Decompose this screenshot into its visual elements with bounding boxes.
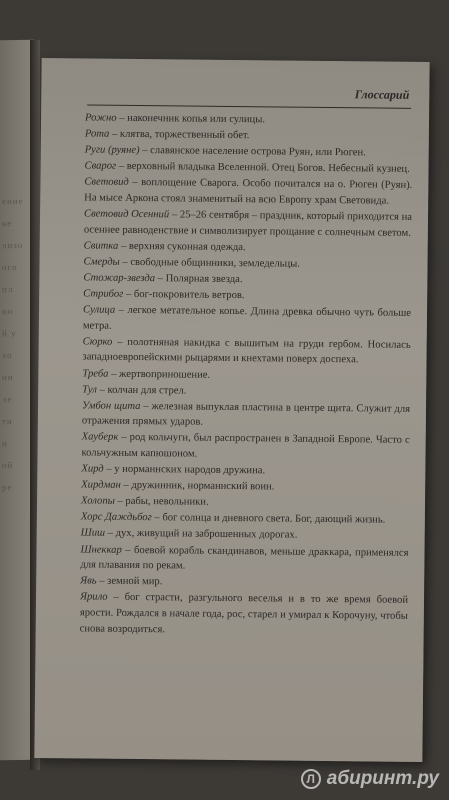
glossary-definition: – клятва, торжественный обет. xyxy=(109,128,250,142)
glossary-term: Явь xyxy=(80,575,97,587)
glossary-definition: – колчан для стрел. xyxy=(96,384,187,397)
glossary-term: Умбон щита xyxy=(81,400,141,412)
left-page-fragment: лизо xyxy=(2,239,24,251)
watermark-text: абиринт.ру xyxy=(326,768,439,789)
left-page-fragment: й у xyxy=(2,328,17,339)
left-page-fragment: ти xyxy=(2,416,13,427)
glossary-definition: – бог-покровитель ветров. xyxy=(123,288,245,302)
left-page-text-fragments xyxy=(2,190,32,751)
glossary-definition: – жертвоприношение. xyxy=(108,368,211,381)
glossary-definition: – рабы, невольники. xyxy=(114,496,209,509)
glossary-term: Стрибог xyxy=(83,288,124,300)
glossary-entry xyxy=(80,542,408,577)
watermark xyxy=(301,768,439,790)
glossary-term: Свитка xyxy=(83,240,119,252)
glossary-definition: – воплощение Сварога. Особо почитался на о. Рюген (Руян). На мысе Аркона стоял знаменитый на всю Европу храм Световида. xyxy=(84,177,413,207)
glossary-term: Ярило xyxy=(79,591,108,604)
left-page-fragment: ле xyxy=(2,394,13,405)
glossary-definition: – наконечник копья или сулицы. xyxy=(116,112,266,126)
glossary-term: Световид Осенний xyxy=(83,208,170,221)
glossary-entry xyxy=(84,175,412,210)
running-header xyxy=(87,82,411,108)
left-page-fragment: хо xyxy=(2,350,13,361)
book-page xyxy=(34,58,429,762)
glossary-term: Смерды xyxy=(83,256,120,268)
left-page-fragment: ого xyxy=(2,261,18,273)
glossary-term: Сюрко xyxy=(82,336,113,348)
glossary-definition: – верховный владыка Вселенной. Отец Богов. Небесный кузнец. xyxy=(116,161,410,176)
glossary-entry xyxy=(82,334,410,369)
glossary-definition: – дух, живущий на заброшенных дорогах. xyxy=(104,528,298,542)
glossary-definition: – легкое метательное копье. Длина древка обычно чуть больше метра. xyxy=(82,304,412,332)
glossary-definition: – полотняная накидка с вышитым на груди гербом. Носилась западноевропейскими рыцарями и кнехтами поверх доспеха. xyxy=(82,336,411,366)
left-page-fragment: нн xyxy=(2,372,14,383)
glossary-definition: – бог страсти, разгульного веселья и в то же время боевой ярости. Рождался в начале года, рос, старел и умирал к Корочуну, чтобы снова возродиться. xyxy=(79,592,409,635)
glossary-definition: – 25–26 сентября – праздник, который приходится на осеннее равноденствие и символизирует прощание с солнечным светом. xyxy=(83,209,413,239)
glossary-definition: – род кольчуги, был распространен в Западной Европе. Часто с кольчужным капюшоном. xyxy=(81,432,410,460)
glossary-entry xyxy=(80,590,408,640)
left-page-fragment: ке xyxy=(2,218,13,229)
glossary-term: Рожно xyxy=(84,112,117,124)
glossary-entry xyxy=(84,207,412,242)
glossary-definition: – бог солнца и дневного света. Бог, дающий жизнь. xyxy=(151,512,386,526)
glossary-term: Шиш xyxy=(80,527,106,540)
glossary-definition: – верхняя суконная одежда. xyxy=(118,240,246,253)
glossary-term: Сварог xyxy=(84,160,117,173)
glossary-definition: – дружинник, норманнский воин. xyxy=(120,479,275,493)
glossary-term: Стожар-звезда xyxy=(83,272,156,285)
glossary-definition: – у норманнских народов дружина. xyxy=(103,463,266,477)
left-page xyxy=(0,40,34,761)
glossary-term: Сулица xyxy=(82,304,116,316)
glossary-entry xyxy=(81,430,409,465)
glossary-term: Тул xyxy=(82,384,97,396)
glossary-term: Рота xyxy=(84,128,110,140)
glossary-term: Шнеккар xyxy=(80,543,122,556)
header-title: Глоссарий xyxy=(354,87,410,102)
glossary-term: Треба xyxy=(82,367,109,380)
glossary-term: Хирдман xyxy=(81,479,121,491)
glossary-definition: – Полярная звезда. xyxy=(155,273,243,286)
labirint-logo-icon: Л xyxy=(301,769,321,789)
glossary-term: Хорс Даждьбог xyxy=(80,511,152,524)
glossary-definition: – железная выпуклая пластина в центре щита. Служит для отражения прямых ударов. xyxy=(81,400,411,428)
left-page-fragment: ой xyxy=(2,460,14,471)
left-page-fragment: ре xyxy=(2,482,13,493)
glossary-list xyxy=(80,110,413,640)
left-page-fragment: пл xyxy=(2,284,14,295)
glossary-term: Хирд xyxy=(81,463,104,475)
glossary-entry xyxy=(83,303,411,338)
glossary-entry xyxy=(82,398,410,433)
glossary-term: Хауберк xyxy=(81,431,119,444)
glossary-term: Руги (руяне) xyxy=(84,144,140,157)
glossary-definition: – свободные общинники, земледельцы. xyxy=(119,256,300,270)
glossary-term: Холопы xyxy=(80,495,115,508)
left-page-fragment: но xyxy=(2,306,14,317)
left-page-fragment: и xyxy=(2,438,8,449)
left-page-fragment: ение xyxy=(2,195,24,207)
glossary-definition: – земной мир. xyxy=(96,575,163,588)
glossary-definition: – славянское население острова Руян, или Рюген. xyxy=(139,145,366,159)
glossary-definition: – боевой корабль скандинавов, меньше драккара, применялся для плавания по рекам. xyxy=(80,544,409,572)
glossary-term: Световид xyxy=(84,176,129,189)
